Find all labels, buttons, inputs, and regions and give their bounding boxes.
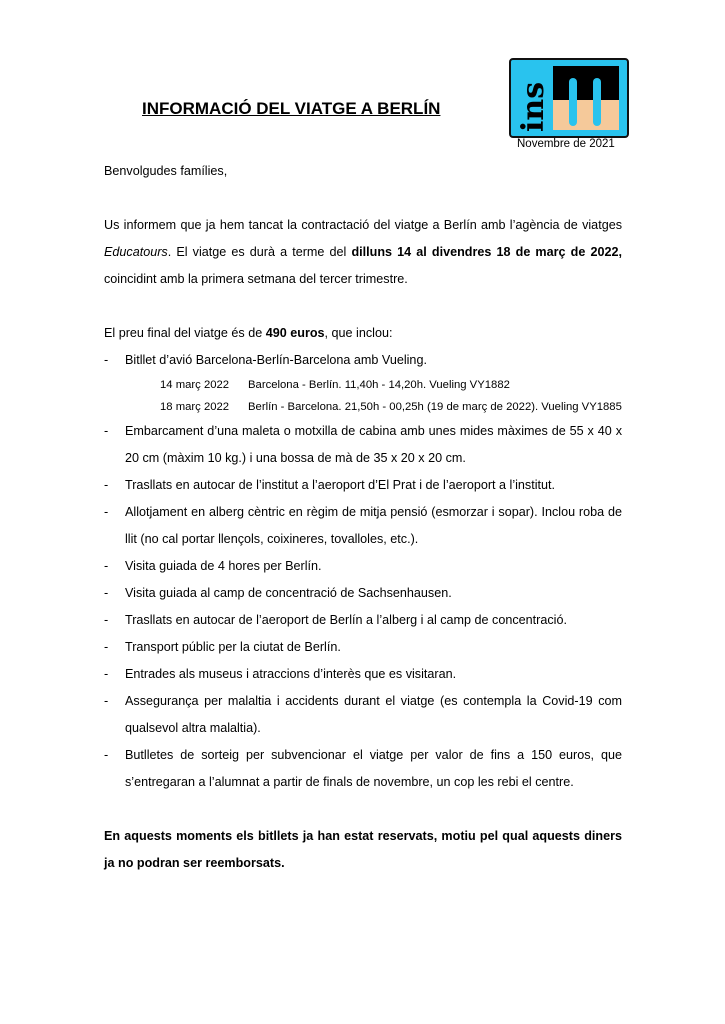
- page-title: INFORMACIÓ DEL VIATGE A BERLÍN: [142, 99, 441, 118]
- list-item: - Assegurança per malaltia i accidents durant el viatge (es contempla la Covid-19 com qualsevol altra malaltia).: [104, 688, 622, 742]
- list-item: - Trasllats en autocar de l’institut a l’aeroport d’El Prat i de l’aeroport a l’institut.: [104, 472, 622, 499]
- letter-body: [104, 158, 622, 877]
- list-item: - Trasllats en autocar de l’aeroport de Berlín a l’alberg i al camp de concentració.: [104, 607, 622, 634]
- list-item: - Visita guiada al camp de concentració de Sachsenhausen.: [104, 580, 622, 607]
- school-logo: [509, 58, 629, 138]
- greeting: Benvolgudes famílies,: [104, 164, 228, 178]
- flight-details: [104, 374, 622, 418]
- closing-paragraph: En aquests moments els bitllets ja han estat reservats, motiu pel qual aquests diners ja no podran ser reemborsats.: [104, 829, 622, 870]
- included-list: [104, 418, 622, 796]
- flight-row: 18 març 2022 Berlín - Barcelona. 21,50h - 00,25h (19 de març de 2022). Vueling VY1885: [160, 401, 622, 413]
- list-item: - Bitllet d’avió Barcelona-Berlín-Barcelona amb Vueling.: [104, 347, 622, 374]
- flight-row: 14 març 2022 Barcelona - Berlín. 11,40h - 14,20h. Vueling VY1882: [160, 379, 510, 391]
- svg-text:ins: ins: [516, 81, 551, 132]
- intro-paragraph: Us informem que ja hem tancat la contractació del viatge a Berlín amb l’agència de viatges Educatours. El viatge es durà a terme del dilluns 14 al divendres 18 de març de 2022, coincidint amb la primera setmana del tercer trimestre.: [104, 218, 622, 286]
- list-item: - Entrades als museus i atraccions d’interès que es visitaran.: [104, 661, 622, 688]
- list-item: - Allotjament en alberg cèntric en règim de mitja pensió (esmorzar i sopar). Inclou roba de llit (no cal portar llençols, coixineres, tovalloles, etc.).: [104, 499, 622, 553]
- list-item: - Transport públic per la ciutat de Berlín.: [104, 634, 622, 661]
- list-item: - Visita guiada de 4 hores per Berlín.: [104, 553, 622, 580]
- list-item: - Butlletes de sorteig per subvencionar el viatge per valor de fins a 150 euros, que s’entregaran a l’alumnat a partir de finals de novembre, un cop les rebi el centre.: [104, 742, 622, 796]
- list-item: - Embarcament d’una maleta o motxilla de cabina amb unes mides màximes de 55 x 40 x 20 cm (màxim 10 kg.) i una bossa de mà de 35 x 20 x 20 cm.: [104, 418, 622, 472]
- price-paragraph: El preu final del viatge és de 490 euros, que inclou:: [104, 326, 393, 340]
- document-date: Novembre de 2021: [517, 138, 615, 150]
- included-list: [104, 347, 622, 374]
